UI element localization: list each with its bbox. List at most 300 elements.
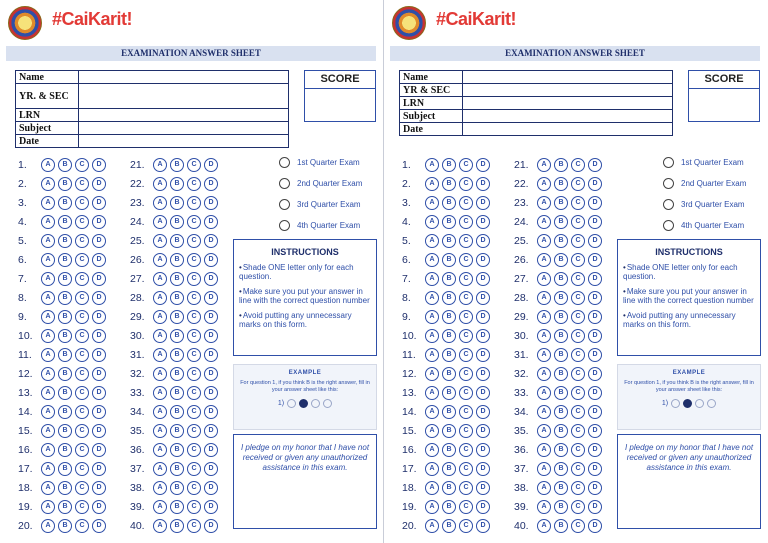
answer-bubble[interactable]: D: [588, 367, 602, 381]
quarter-option[interactable]: [663, 215, 759, 236]
answer-bubble[interactable]: A: [153, 481, 167, 495]
answer-bubble[interactable]: C: [459, 158, 473, 172]
answer-bubble[interactable]: B: [170, 234, 184, 248]
answer-bubble[interactable]: D: [204, 196, 218, 210]
answer-bubble[interactable]: D: [588, 500, 602, 514]
answer-bubble[interactable]: D: [476, 329, 490, 343]
answer-bubble[interactable]: B: [442, 405, 456, 419]
answer-bubble[interactable]: B: [58, 348, 72, 362]
answer-bubble[interactable]: C: [571, 310, 585, 324]
answer-bubble[interactable]: B: [554, 386, 568, 400]
answer-bubble[interactable]: C: [75, 481, 89, 495]
radio-circle[interactable]: [663, 157, 674, 168]
answer-bubble[interactable]: A: [537, 386, 551, 400]
answer-bubble[interactable]: D: [476, 500, 490, 514]
field-input[interactable]: [79, 122, 289, 135]
answer-bubble[interactable]: A: [153, 215, 167, 229]
answer-bubble[interactable]: D: [476, 424, 490, 438]
answer-bubble[interactable]: A: [537, 177, 551, 191]
answer-bubble[interactable]: D: [588, 291, 602, 305]
answer-bubble[interactable]: C: [187, 424, 201, 438]
answer-bubble[interactable]: B: [442, 272, 456, 286]
answer-bubble[interactable]: B: [58, 443, 72, 457]
answer-bubble[interactable]: A: [425, 500, 439, 514]
answer-bubble[interactable]: A: [537, 196, 551, 210]
answer-bubble[interactable]: B: [554, 234, 568, 248]
answer-bubble[interactable]: B: [58, 291, 72, 305]
answer-bubble[interactable]: B: [58, 519, 72, 533]
answer-bubble[interactable]: C: [571, 519, 585, 533]
answer-bubble[interactable]: D: [588, 386, 602, 400]
answer-bubble[interactable]: C: [571, 215, 585, 229]
answer-bubble[interactable]: C: [571, 253, 585, 267]
answer-bubble[interactable]: A: [153, 348, 167, 362]
answer-bubble[interactable]: C: [571, 481, 585, 495]
answer-bubble[interactable]: B: [554, 291, 568, 305]
answer-bubble[interactable]: D: [476, 272, 490, 286]
answer-bubble[interactable]: B: [170, 519, 184, 533]
answer-bubble[interactable]: D: [92, 348, 106, 362]
answer-bubble[interactable]: C: [571, 500, 585, 514]
answer-bubble[interactable]: C: [75, 348, 89, 362]
answer-bubble[interactable]: D: [476, 310, 490, 324]
answer-bubble[interactable]: A: [153, 367, 167, 381]
answer-bubble[interactable]: C: [75, 196, 89, 210]
answer-bubble[interactable]: C: [187, 481, 201, 495]
answer-bubble[interactable]: B: [58, 386, 72, 400]
answer-bubble[interactable]: C: [187, 234, 201, 248]
answer-bubble[interactable]: C: [571, 386, 585, 400]
answer-bubble[interactable]: B: [170, 291, 184, 305]
answer-bubble[interactable]: A: [153, 291, 167, 305]
answer-bubble[interactable]: D: [92, 234, 106, 248]
answer-bubble[interactable]: C: [75, 234, 89, 248]
answer-bubble[interactable]: A: [153, 519, 167, 533]
answer-bubble[interactable]: B: [170, 462, 184, 476]
answer-bubble[interactable]: B: [58, 481, 72, 495]
answer-bubble[interactable]: C: [459, 234, 473, 248]
answer-bubble[interactable]: A: [425, 424, 439, 438]
answer-bubble[interactable]: B: [442, 158, 456, 172]
answer-bubble[interactable]: B: [554, 348, 568, 362]
answer-bubble[interactable]: D: [92, 424, 106, 438]
answer-bubble[interactable]: B: [442, 348, 456, 362]
answer-bubble[interactable]: D: [588, 234, 602, 248]
answer-bubble[interactable]: B: [442, 310, 456, 324]
answer-bubble[interactable]: A: [537, 462, 551, 476]
answer-bubble[interactable]: C: [187, 329, 201, 343]
answer-bubble[interactable]: B: [170, 348, 184, 362]
answer-bubble[interactable]: A: [41, 196, 55, 210]
answer-bubble[interactable]: A: [153, 253, 167, 267]
answer-bubble[interactable]: A: [425, 272, 439, 286]
answer-bubble[interactable]: B: [170, 367, 184, 381]
answer-bubble[interactable]: C: [459, 424, 473, 438]
answer-bubble[interactable]: C: [187, 500, 201, 514]
radio-circle[interactable]: [279, 199, 290, 210]
answer-bubble[interactable]: C: [187, 519, 201, 533]
answer-bubble[interactable]: D: [204, 405, 218, 419]
answer-bubble[interactable]: C: [459, 462, 473, 476]
answer-bubble[interactable]: C: [187, 253, 201, 267]
answer-bubble[interactable]: B: [58, 367, 72, 381]
answer-bubble[interactable]: A: [425, 196, 439, 210]
answer-bubble[interactable]: A: [153, 234, 167, 248]
answer-bubble[interactable]: D: [476, 386, 490, 400]
radio-circle[interactable]: [663, 220, 674, 231]
answer-bubble[interactable]: D: [92, 177, 106, 191]
answer-bubble[interactable]: B: [442, 424, 456, 438]
answer-bubble[interactable]: D: [204, 367, 218, 381]
answer-bubble[interactable]: D: [476, 481, 490, 495]
answer-bubble[interactable]: A: [425, 443, 439, 457]
answer-bubble[interactable]: A: [41, 177, 55, 191]
answer-bubble[interactable]: C: [187, 196, 201, 210]
radio-circle[interactable]: [663, 199, 674, 210]
answer-bubble[interactable]: A: [41, 158, 55, 172]
answer-bubble[interactable]: A: [153, 500, 167, 514]
answer-bubble[interactable]: A: [425, 177, 439, 191]
answer-bubble[interactable]: C: [187, 348, 201, 362]
answer-bubble[interactable]: D: [204, 253, 218, 267]
answer-bubble[interactable]: D: [92, 196, 106, 210]
answer-bubble[interactable]: C: [187, 215, 201, 229]
answer-bubble[interactable]: A: [425, 462, 439, 476]
quarter-option[interactable]: [279, 152, 375, 173]
answer-bubble[interactable]: D: [92, 215, 106, 229]
answer-bubble[interactable]: C: [571, 196, 585, 210]
answer-bubble[interactable]: C: [459, 177, 473, 191]
answer-bubble[interactable]: D: [588, 462, 602, 476]
answer-bubble[interactable]: C: [571, 158, 585, 172]
answer-bubble[interactable]: A: [537, 443, 551, 457]
answer-bubble[interactable]: B: [58, 405, 72, 419]
answer-bubble[interactable]: C: [459, 405, 473, 419]
answer-bubble[interactable]: A: [537, 310, 551, 324]
answer-bubble[interactable]: A: [537, 291, 551, 305]
answer-bubble[interactable]: A: [425, 348, 439, 362]
answer-bubble[interactable]: D: [204, 291, 218, 305]
answer-bubble[interactable]: D: [204, 519, 218, 533]
answer-bubble[interactable]: A: [537, 234, 551, 248]
field-input[interactable]: [79, 109, 289, 122]
answer-bubble[interactable]: C: [75, 500, 89, 514]
answer-bubble[interactable]: D: [476, 215, 490, 229]
answer-bubble[interactable]: D: [204, 234, 218, 248]
answer-bubble[interactable]: A: [537, 215, 551, 229]
field-input[interactable]: [463, 84, 673, 97]
answer-bubble[interactable]: B: [554, 424, 568, 438]
answer-bubble[interactable]: D: [92, 310, 106, 324]
answer-bubble[interactable]: C: [459, 500, 473, 514]
answer-bubble[interactable]: B: [58, 234, 72, 248]
answer-bubble[interactable]: B: [58, 462, 72, 476]
answer-bubble[interactable]: C: [75, 329, 89, 343]
answer-bubble[interactable]: D: [204, 177, 218, 191]
answer-bubble[interactable]: D: [204, 424, 218, 438]
answer-bubble[interactable]: D: [588, 215, 602, 229]
answer-bubble[interactable]: D: [476, 234, 490, 248]
answer-bubble[interactable]: B: [442, 386, 456, 400]
answer-bubble[interactable]: C: [459, 291, 473, 305]
answer-bubble[interactable]: D: [588, 329, 602, 343]
answer-bubble[interactable]: A: [41, 329, 55, 343]
answer-bubble[interactable]: B: [58, 253, 72, 267]
answer-bubble[interactable]: D: [588, 253, 602, 267]
answer-bubble[interactable]: B: [58, 424, 72, 438]
answer-bubble[interactable]: B: [58, 272, 72, 286]
answer-bubble[interactable]: A: [537, 272, 551, 286]
answer-bubble[interactable]: C: [459, 310, 473, 324]
answer-bubble[interactable]: D: [204, 500, 218, 514]
answer-bubble[interactable]: A: [425, 405, 439, 419]
quarter-option[interactable]: [663, 152, 759, 173]
answer-bubble[interactable]: A: [41, 291, 55, 305]
answer-bubble[interactable]: D: [476, 443, 490, 457]
field-input[interactable]: [79, 135, 289, 148]
answer-bubble[interactable]: A: [41, 519, 55, 533]
answer-bubble[interactable]: A: [41, 405, 55, 419]
answer-bubble[interactable]: A: [425, 253, 439, 267]
answer-bubble[interactable]: C: [459, 386, 473, 400]
answer-bubble[interactable]: D: [92, 405, 106, 419]
answer-bubble[interactable]: B: [170, 158, 184, 172]
answer-bubble[interactable]: C: [571, 329, 585, 343]
radio-circle[interactable]: [279, 220, 290, 231]
answer-bubble[interactable]: A: [153, 177, 167, 191]
answer-bubble[interactable]: C: [75, 291, 89, 305]
answer-bubble[interactable]: C: [187, 158, 201, 172]
answer-bubble[interactable]: B: [442, 253, 456, 267]
answer-bubble[interactable]: B: [554, 158, 568, 172]
answer-bubble[interactable]: D: [476, 196, 490, 210]
answer-bubble[interactable]: B: [170, 177, 184, 191]
answer-bubble[interactable]: B: [442, 367, 456, 381]
answer-bubble[interactable]: D: [588, 424, 602, 438]
answer-bubble[interactable]: B: [554, 443, 568, 457]
answer-bubble[interactable]: B: [170, 386, 184, 400]
answer-bubble[interactable]: A: [41, 215, 55, 229]
answer-bubble[interactable]: B: [170, 329, 184, 343]
answer-bubble[interactable]: B: [442, 329, 456, 343]
answer-bubble[interactable]: D: [476, 405, 490, 419]
answer-bubble[interactable]: A: [41, 348, 55, 362]
answer-bubble[interactable]: A: [425, 158, 439, 172]
answer-bubble[interactable]: C: [187, 177, 201, 191]
quarter-option[interactable]: [663, 194, 759, 215]
answer-bubble[interactable]: A: [537, 253, 551, 267]
answer-bubble[interactable]: B: [554, 196, 568, 210]
answer-bubble[interactable]: A: [425, 234, 439, 248]
answer-bubble[interactable]: B: [170, 500, 184, 514]
answer-bubble[interactable]: A: [425, 519, 439, 533]
answer-bubble[interactable]: B: [554, 519, 568, 533]
answer-bubble[interactable]: C: [571, 272, 585, 286]
answer-bubble[interactable]: D: [204, 481, 218, 495]
answer-bubble[interactable]: D: [588, 310, 602, 324]
answer-bubble[interactable]: D: [92, 443, 106, 457]
answer-bubble[interactable]: C: [571, 177, 585, 191]
answer-bubble[interactable]: D: [204, 215, 218, 229]
answer-bubble[interactable]: A: [41, 443, 55, 457]
answer-bubble[interactable]: D: [204, 272, 218, 286]
answer-bubble[interactable]: D: [588, 196, 602, 210]
answer-bubble[interactable]: B: [170, 405, 184, 419]
answer-bubble[interactable]: D: [588, 177, 602, 191]
answer-bubble[interactable]: B: [170, 253, 184, 267]
answer-bubble[interactable]: B: [442, 215, 456, 229]
answer-bubble[interactable]: C: [187, 405, 201, 419]
answer-bubble[interactable]: C: [187, 386, 201, 400]
field-input[interactable]: [463, 110, 673, 123]
answer-bubble[interactable]: C: [75, 462, 89, 476]
radio-circle[interactable]: [663, 178, 674, 189]
answer-bubble[interactable]: A: [41, 481, 55, 495]
field-input[interactable]: [79, 84, 289, 109]
quarter-option[interactable]: [279, 173, 375, 194]
answer-bubble[interactable]: B: [442, 462, 456, 476]
answer-bubble[interactable]: B: [554, 310, 568, 324]
answer-bubble[interactable]: B: [442, 291, 456, 305]
answer-bubble[interactable]: C: [187, 291, 201, 305]
radio-circle[interactable]: [279, 178, 290, 189]
answer-bubble[interactable]: B: [442, 234, 456, 248]
answer-bubble[interactable]: C: [75, 367, 89, 381]
answer-bubble[interactable]: D: [588, 348, 602, 362]
answer-bubble[interactable]: C: [75, 253, 89, 267]
answer-bubble[interactable]: A: [537, 348, 551, 362]
answer-bubble[interactable]: A: [537, 158, 551, 172]
field-input[interactable]: [463, 123, 673, 136]
answer-bubble[interactable]: D: [588, 405, 602, 419]
answer-bubble[interactable]: B: [442, 177, 456, 191]
answer-bubble[interactable]: D: [588, 481, 602, 495]
answer-bubble[interactable]: B: [554, 215, 568, 229]
answer-bubble[interactable]: A: [537, 519, 551, 533]
answer-bubble[interactable]: B: [442, 443, 456, 457]
answer-bubble[interactable]: D: [476, 367, 490, 381]
answer-bubble[interactable]: D: [476, 158, 490, 172]
answer-bubble[interactable]: C: [571, 234, 585, 248]
answer-bubble[interactable]: A: [41, 234, 55, 248]
answer-bubble[interactable]: B: [170, 424, 184, 438]
answer-bubble[interactable]: A: [153, 386, 167, 400]
answer-bubble[interactable]: B: [58, 177, 72, 191]
answer-bubble[interactable]: A: [537, 329, 551, 343]
answer-bubble[interactable]: A: [425, 367, 439, 381]
answer-bubble[interactable]: A: [537, 500, 551, 514]
answer-bubble[interactable]: B: [170, 196, 184, 210]
answer-bubble[interactable]: B: [58, 500, 72, 514]
answer-bubble[interactable]: A: [153, 329, 167, 343]
answer-bubble[interactable]: A: [41, 462, 55, 476]
answer-bubble[interactable]: C: [75, 177, 89, 191]
answer-bubble[interactable]: D: [588, 519, 602, 533]
answer-bubble[interactable]: D: [204, 158, 218, 172]
answer-bubble[interactable]: C: [459, 196, 473, 210]
answer-bubble[interactable]: C: [75, 443, 89, 457]
answer-bubble[interactable]: D: [92, 253, 106, 267]
answer-bubble[interactable]: C: [459, 519, 473, 533]
answer-bubble[interactable]: C: [187, 367, 201, 381]
answer-bubble[interactable]: B: [554, 329, 568, 343]
answer-bubble[interactable]: B: [442, 196, 456, 210]
answer-bubble[interactable]: C: [75, 272, 89, 286]
answer-bubble[interactable]: C: [571, 424, 585, 438]
answer-bubble[interactable]: D: [588, 158, 602, 172]
field-input[interactable]: [79, 71, 289, 84]
answer-bubble[interactable]: D: [92, 291, 106, 305]
answer-bubble[interactable]: C: [571, 291, 585, 305]
answer-bubble[interactable]: B: [442, 481, 456, 495]
quarter-option[interactable]: [663, 173, 759, 194]
answer-bubble[interactable]: B: [554, 253, 568, 267]
answer-bubble[interactable]: B: [58, 196, 72, 210]
answer-bubble[interactable]: C: [75, 215, 89, 229]
answer-bubble[interactable]: A: [425, 215, 439, 229]
answer-bubble[interactable]: A: [153, 310, 167, 324]
answer-bubble[interactable]: C: [187, 462, 201, 476]
answer-bubble[interactable]: C: [459, 481, 473, 495]
answer-bubble[interactable]: C: [459, 215, 473, 229]
answer-bubble[interactable]: C: [571, 348, 585, 362]
answer-bubble[interactable]: D: [204, 462, 218, 476]
answer-bubble[interactable]: B: [58, 329, 72, 343]
answer-bubble[interactable]: C: [571, 405, 585, 419]
answer-bubble[interactable]: A: [153, 405, 167, 419]
answer-bubble[interactable]: D: [476, 291, 490, 305]
answer-bubble[interactable]: D: [588, 443, 602, 457]
answer-bubble[interactable]: D: [92, 329, 106, 343]
answer-bubble[interactable]: A: [41, 424, 55, 438]
answer-bubble[interactable]: B: [554, 500, 568, 514]
answer-bubble[interactable]: C: [75, 424, 89, 438]
answer-bubble[interactable]: D: [476, 348, 490, 362]
answer-bubble[interactable]: A: [425, 291, 439, 305]
answer-bubble[interactable]: C: [459, 443, 473, 457]
answer-bubble[interactable]: B: [170, 215, 184, 229]
answer-bubble[interactable]: B: [554, 405, 568, 419]
answer-bubble[interactable]: C: [75, 519, 89, 533]
answer-bubble[interactable]: B: [442, 519, 456, 533]
answer-bubble[interactable]: C: [459, 253, 473, 267]
answer-bubble[interactable]: B: [442, 500, 456, 514]
answer-bubble[interactable]: C: [75, 405, 89, 419]
answer-bubble[interactable]: D: [204, 348, 218, 362]
answer-bubble[interactable]: B: [170, 443, 184, 457]
answer-bubble[interactable]: B: [170, 481, 184, 495]
answer-bubble[interactable]: A: [153, 443, 167, 457]
answer-bubble[interactable]: A: [153, 462, 167, 476]
answer-bubble[interactable]: D: [92, 519, 106, 533]
field-input[interactable]: [463, 71, 673, 84]
field-input[interactable]: [463, 97, 673, 110]
answer-bubble[interactable]: B: [554, 481, 568, 495]
answer-bubble[interactable]: A: [425, 310, 439, 324]
answer-bubble[interactable]: A: [153, 424, 167, 438]
answer-bubble[interactable]: C: [187, 310, 201, 324]
answer-bubble[interactable]: A: [153, 196, 167, 210]
answer-bubble[interactable]: C: [571, 462, 585, 476]
answer-bubble[interactable]: C: [459, 348, 473, 362]
answer-bubble[interactable]: A: [425, 386, 439, 400]
answer-bubble[interactable]: B: [554, 272, 568, 286]
answer-bubble[interactable]: D: [204, 329, 218, 343]
answer-bubble[interactable]: B: [58, 158, 72, 172]
quarter-option[interactable]: [279, 194, 375, 215]
answer-bubble[interactable]: C: [571, 367, 585, 381]
answer-bubble[interactable]: D: [204, 443, 218, 457]
